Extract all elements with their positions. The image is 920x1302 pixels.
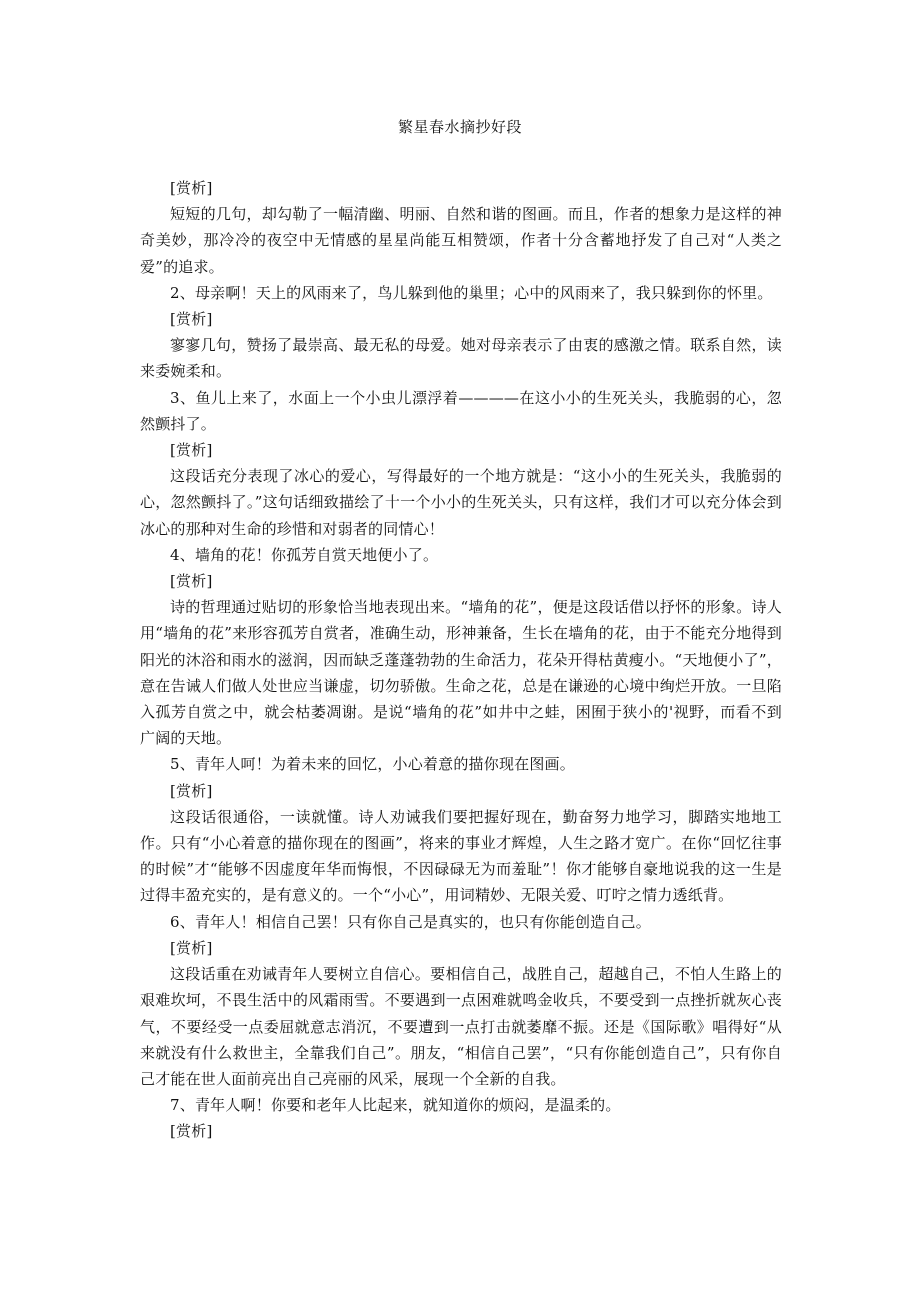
document-title: 繁星春水摘抄好段 (397, 118, 522, 136)
paragraph: [赏析] (170, 781, 213, 800)
paragraph: 这段话充分表现了冰心的爱心，写得最好的一个地方就是：“这小小的生死关头，我脆弱的心，忽然颤抖了。”这句话细致描绘了十一个小小的生死关头，只有这样，我们才可以充分体会到冰心的那种对生命的珍惜和对弱者的同情心！ (140, 467, 782, 538)
paragraph: 5、青年人呵！为着未来的回忆，小心着意的描你现在图画。 (170, 755, 575, 774)
paragraph: [赏析] (170, 938, 213, 957)
paragraph: 诗的哲理通过贴切的形象恰当地表现出来。“墙角的花”，便是这段话借以抒怀的形象。诗人用“墙角的花”来形容孤芳自赏者，准确生动，形神兼备，生长在墙角的花，由于不能充分地得到阳光的沐浴和雨水的滋润，因而缺乏蓬蓬勃勃的生命活力，花朵开得枯黄瘦小。“天地便小了”，意在告诫人们做人处世应当谦虚，切勿骄傲。生命之花，总是在谦逊的心境中绚烂开放。一旦陷入孤芳自赏之中，就会枯萎凋谢。是说“墙角的花”如井中之蛙，困囿于狭小的'视野，而看不到广阔的天地。 (140, 598, 782, 748)
paragraph: 短短的几句，却勾勒了一幅清幽、明丽、自然和谐的图画。而且，作者的想象力是这样的神奇美妙，那冷冷的夜空中无情感的星星尚能互相赞颂，作者十分含蓄地抒发了自己对“人类之爱”的追求。 (140, 205, 782, 276)
paragraph: 7、青年人啊！你要和老年人比起来，就知道你的烦闷，是温柔的。 (170, 1096, 621, 1115)
paragraph: [赏析] (170, 179, 213, 197)
paragraph: 6、青年人！相信自己罢！只有你自己是真实的，也只有你能创造自己。 (170, 912, 651, 931)
paragraph: [赏析] (170, 1122, 213, 1141)
paragraph: 3、鱼儿上来了，水面上一个小虫儿漂浮着————在这小小的生死关头，我脆弱的心，忽然颤抖了。 (140, 388, 782, 433)
paragraph: 这段话很通俗，一读就懂。诗人劝诫我们要把握好现在，勤奋努力地学习，脚踏实地地工作。只有“小心着意的描你现在的图画”，将来的事业才辉煌，人生之路才宽广。在你“回忆往事的时候”才“能够不因虚度年华而悔恨，不因碌碌无为而羞耻”！你才能够自豪地说我的这一生是过得丰盈充实的，是有意义的。一个“小心”，用词精妙、无限关爱、叮咛之情力透纸背。 (140, 807, 782, 905)
paragraph: 4、墙角的花！你孤芳自赏天地便小了。 (170, 545, 439, 564)
paragraph: 2、母亲啊！天上的风雨来了，鸟儿躲到他的巢里；心中的风雨来了，我只躲到你的怀里。 (170, 283, 773, 302)
paragraph: [赏析] (170, 441, 213, 460)
document-body (140, 175, 782, 1145)
paragraph: [赏析] (170, 572, 213, 591)
paragraph: [赏析] (170, 310, 213, 329)
paragraph: 寥寥几句，赞扬了最崇高、最无私的母爱。她对母亲表示了由衷的感激之情。联系自然，读来委婉柔和。 (140, 336, 782, 381)
paragraph: 这段话重在劝诫青年人要树立自信心。要相信自己，战胜自己，超越自己，不怕人生路上的艰难坎坷，不畏生活中的风霜雨雪。不要遇到一点困难就鸣金收兵，不要受到一点挫折就灰心丧气，不要经受一点委屈就意志消沉，不要遭到一点打击就萎靡不振。还是《国际歌》唱得好“从来就没有什么救世主，全靠我们自己”。朋友，“相信自己罢”，“只有你能创造自己”，只有你自己才能在世人面前亮出自己亮丽的风采，展现一个全新的自我。 (140, 965, 782, 1088)
